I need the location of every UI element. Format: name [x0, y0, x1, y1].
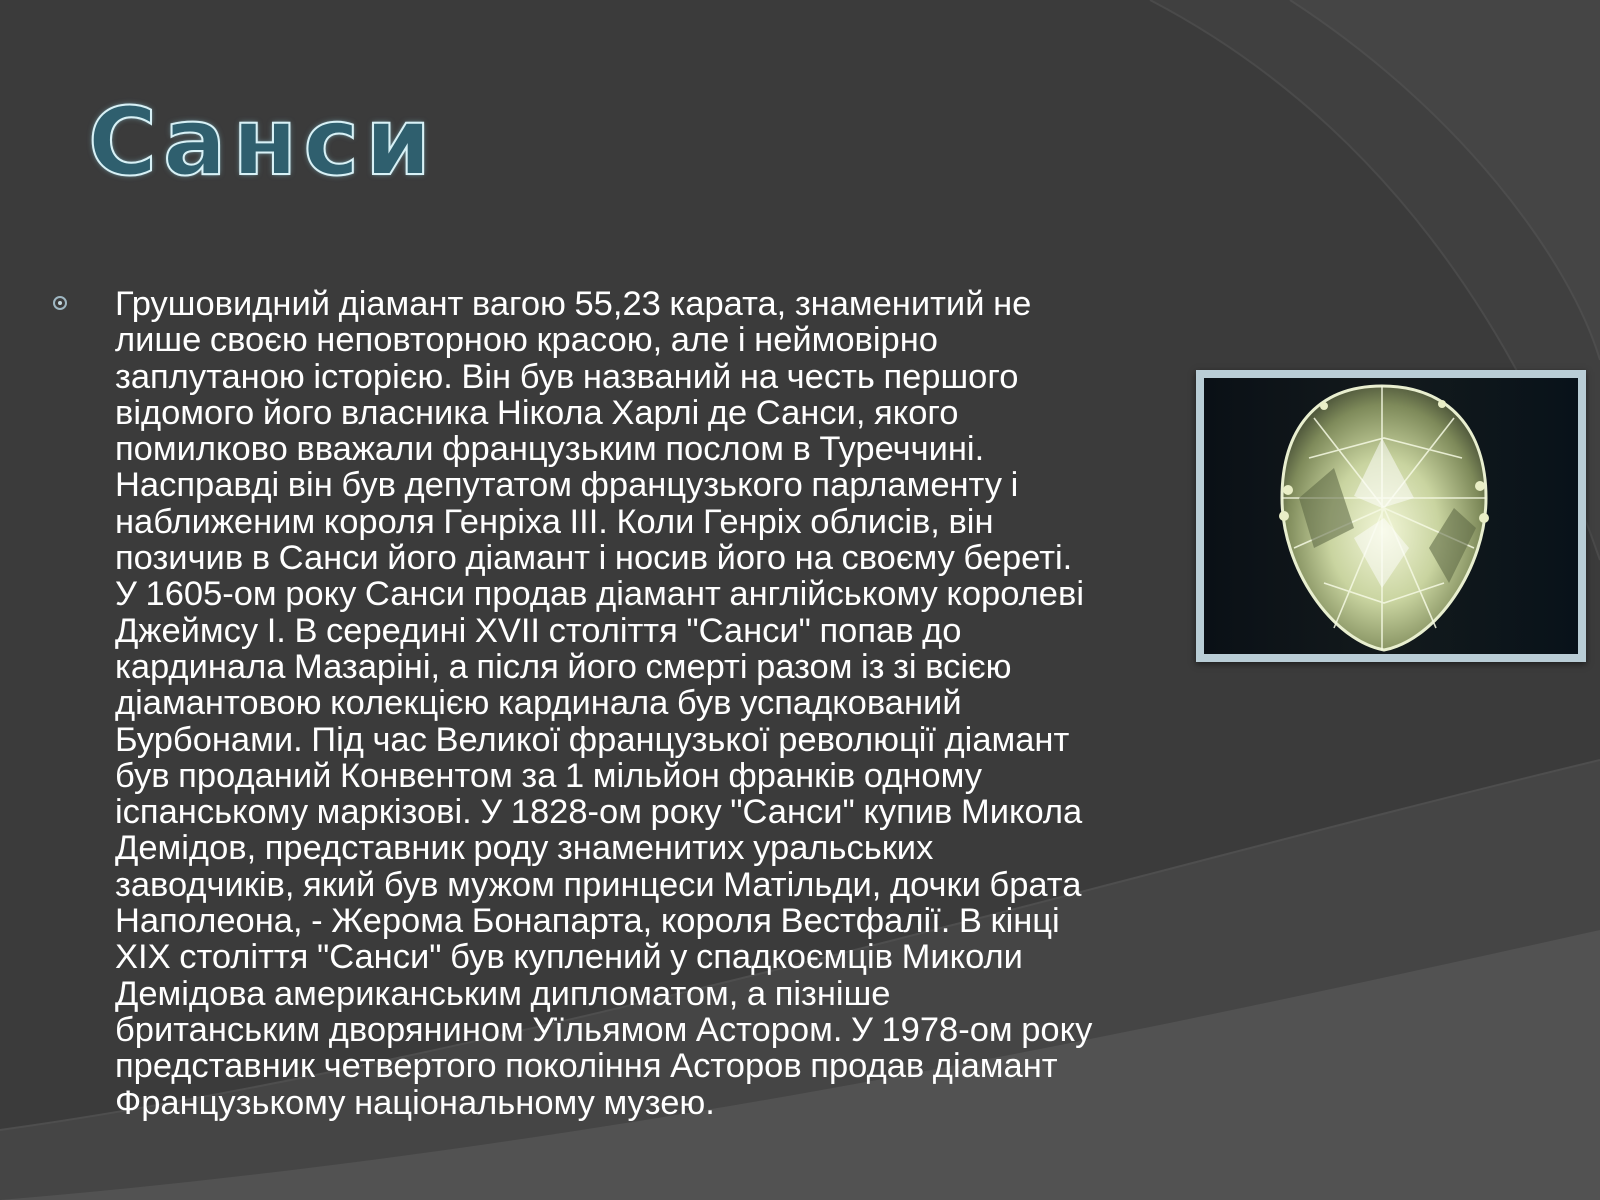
body-line: наближеним короля Генріха III. Коли Генріх облисів, він	[115, 502, 994, 541]
body-line: Демідова американським дипломатом, а пізніше	[115, 974, 891, 1013]
body-line: кардинала Мазаріні, а після його смерті разом із зі всією	[115, 647, 1012, 686]
diamond-icon	[1204, 378, 1578, 654]
body-line: іспанському маркізові. У 1828-ом року "Санси" купив Микола	[115, 793, 1083, 832]
body-line: XIX століття "Санси" був куплений у спадкоємців Миколи	[115, 938, 1023, 977]
slide-title: Санси	[88, 88, 437, 197]
body-bullet	[46, 286, 1196, 1121]
body-line: Джеймсу I. В середині XVII століття "Санси" попав до	[115, 611, 962, 650]
body-line: лише своєю неповторною красою, але і неймовірно	[115, 321, 938, 360]
body-line: відомого його власника Нікола Харлі де Санси, якого	[115, 393, 959, 432]
body-line: діамантовою колекцією кардинала був успадкований	[115, 684, 962, 723]
body-line: Бурбонами. Під час Великої французької революції діамант	[115, 720, 1070, 759]
body-line: був проданий Конвентом за 1 мільйон франків одному	[115, 756, 982, 795]
body-line: представник четвертого покоління Асторов продав діамант	[115, 1047, 1058, 1086]
body-line: британським дворянином Уїльямом Астором. У 1978-ом року	[115, 1010, 1093, 1049]
diamond-photo	[1196, 370, 1586, 662]
body-line: Демідов, представник роду знаменитих уральських	[115, 829, 934, 868]
body-line: заводчиків, який був мужом принцеси Матільди, дочки брата	[115, 865, 1082, 904]
body-line: Насправді він був депутатом французького парламенту і	[115, 466, 1019, 505]
circle-bullet-icon	[53, 296, 67, 310]
body-line: Грушовидний діамант вагою 55,23 карата, знаменитий не	[115, 285, 1032, 323]
body-line: заплутаною історією. Він був названий на честь першого	[115, 357, 1019, 396]
body-line: помилково вважали французьким послом в Туреччині.	[115, 430, 985, 469]
body-line: У 1605-ом року Санси продав діамант англійському королеві	[115, 575, 1084, 614]
body-line: Наполеона, - Жерома Бонапарта, короля Вестфалії. В кінці	[115, 902, 1060, 941]
body-line: позичив в Санси його діамант і носив його на своєму береті.	[115, 539, 1073, 578]
body-line: Французькому національному музею.	[115, 1083, 715, 1122]
body-paragraph	[115, 286, 1196, 1121]
